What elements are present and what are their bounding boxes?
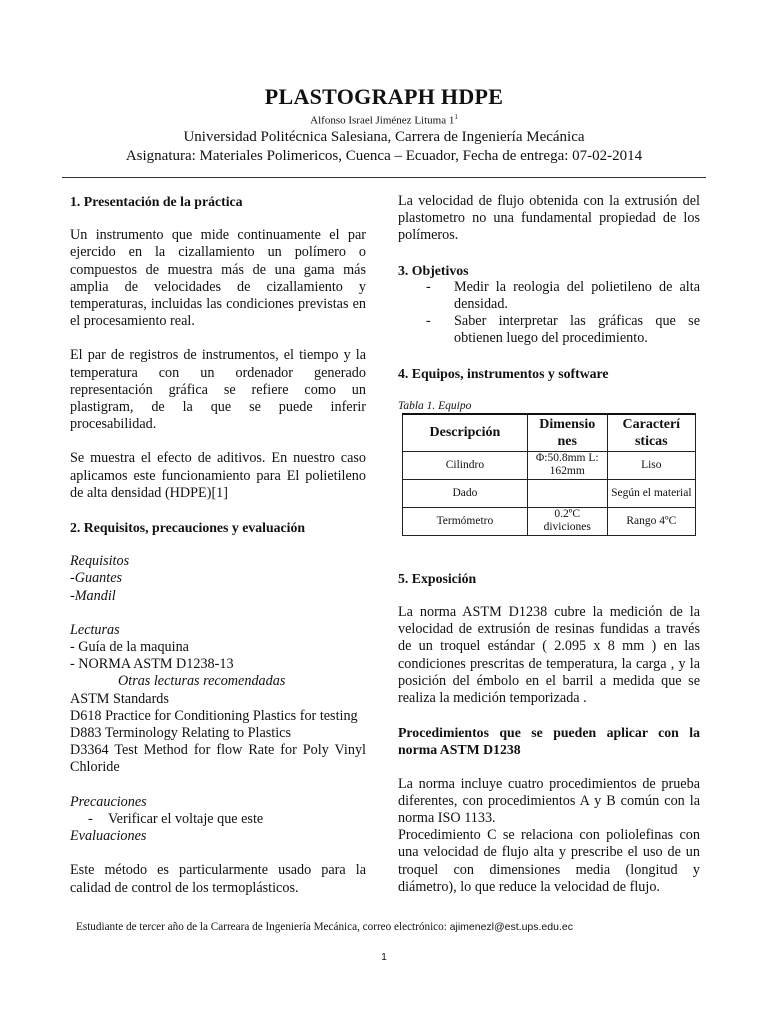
objetivo-item: - Medir la reologia del polietileno de alta densidad. [426,279,700,313]
table-header-cell: Descripción [403,414,528,452]
requisitos-label: Requisitos [70,553,130,570]
author-footnote-mark: 1 [454,113,458,121]
requisito-item: -Guantes [70,570,123,587]
precaucion-item: - Verificar el voltaje que este [88,811,366,828]
astm-item: D618 Practice for Conditioning Plastics for testing [70,707,358,724]
section-3-heading: 3. Objetivos [398,262,469,278]
procedimientos-paragraph-1: La norma incluye cuatro procedimientos de prueba diferentes, con procedimientos A y B común con la norma ISO 1133. [398,775,700,827]
table-cell: Termómetro [403,507,528,535]
header-divider [62,177,706,178]
objetivos-list [398,279,700,348]
table-cell: Dado [403,479,528,507]
astm-item: D883 Terminology Relating to Plastics [70,725,291,742]
table-header-cell: Dimensio nes [527,414,607,452]
table-row [403,451,696,479]
left-column [70,193,366,897]
section-5-paragraph: La norma ASTM D1238 cubre la medición de la velocidad de extrusión de resinas fundidas a través de un troquel estándar ( 2.095 x 8 mm ) en las condiciones prescritas de temperatura, la carga , y la posición del émbolo en el barril a medida que se realiza la medición temporizada . [398,604,700,707]
requisito-item: -Mandil [70,587,116,604]
section-1-paragraph-1: Un instrumento que mide continuamente el par ejercido en la cizallamiento un polímero o compuestos de muestra más de una gama más amplia de velocidades de cizallamiento y temperaturas, incluidas las condiciones previstas en el procesamiento real. [70,227,366,330]
footnote-text: Estudiante de tercer año de la Carreara de Ingeniería Mecánica, correo electrónico: [76,921,450,933]
final-paragraph: Este método es particularmente usado para la calidad de control de los termoplásticos. [70,862,366,896]
intro-paragraph: La velocidad de flujo obtenida con la extrusión del plastometro no una fundamental propiedad de los polímeros. [398,193,700,244]
objetivo-item: - Saber interpretar las gráficas que se obtienen luego del procedimiento. [426,313,700,347]
table-row [403,479,696,507]
precauciones-list [70,811,366,828]
astm-item: ASTM Standards [70,690,169,707]
table-row [403,507,696,535]
precauciones-label: Precauciones [70,793,147,810]
author-email-link[interactable]: ajimenezl@est.ups.edu.ec [449,921,573,933]
lecturas-label: Lecturas [70,621,120,638]
table-cell: Rango 4ºC [607,507,695,535]
section-1-paragraph-2: El par de registros de instrumentos, el tiempo y la temperatura con un ordenador generado representación gráfica se refiere como un plastigram, de la que se puede inferir procesabilidad. [70,347,366,433]
procedimientos-paragraph-2: Procedimiento C se relaciona con poliolefinas con una velocidad de flujo alta y prescribe el uso de un troquel con dimensiones media (longitud y diámetro), lo que reduce la velocidad de flujo. [398,827,700,895]
table-cell: Según el material [607,479,695,507]
affiliation: Universidad Politécnica Salesiana, Carrera de Ingeniería Mecánica [183,128,585,145]
section-1-heading: 1. Presentación de la práctica [70,194,243,209]
table-cell: Liso [607,451,695,479]
table-caption: Tabla 1. Equipo [398,399,472,412]
page-number: 1 [381,952,387,963]
page-footnote [76,921,573,933]
section-2-heading: 2. Requisitos, precauciones y evaluación [70,520,306,536]
course-info: Asignatura: Materiales Polimericos, Cuenca – Ecuador, Fecha de entrega: 07-02-2014 [125,147,643,164]
lectura-item: - Guía de la maquina [70,639,189,656]
table-cell: Φ:50.8mm L: 162mm [527,451,607,479]
table-cell: Cilindro [403,451,528,479]
otras-lecturas-label: Otras lecturas recomendadas [118,673,286,690]
section-5-heading: 5. Exposición [398,570,477,586]
evaluaciones-label: Evaluaciones [70,828,147,845]
right-column [398,193,700,896]
section-4-heading: 4. Equipos, instrumentos y software [398,365,609,381]
table-header-cell: Caracterí sticas [607,414,695,452]
astm-item: D3364 Test Method for flow Rate for Poly Vinyl Chloride [70,742,366,776]
table-header-row [403,414,696,452]
lectura-item: - NORMA ASTM D1238-13 [70,656,234,673]
table-cell: 0.2ºC diviciones [527,507,607,535]
paper-header [0,85,768,166]
paper-title: PLASTOGRAPH HDPE [264,84,504,109]
procedimientos-heading: Procedimientos que se pueden aplicar con la norma ASTM D1238 [398,725,700,758]
section-1-paragraph-3: Se muestra el efecto de aditivos. En nuestro caso aplicamos este funcionamiento para El polietileno de alta densidad (HDPE)[1] [70,450,366,501]
table-cell [527,479,607,507]
author-name: Alfonso Israel Jiménez Lituma 1 [310,114,455,127]
equipment-table [402,413,696,536]
author-line [0,110,768,128]
